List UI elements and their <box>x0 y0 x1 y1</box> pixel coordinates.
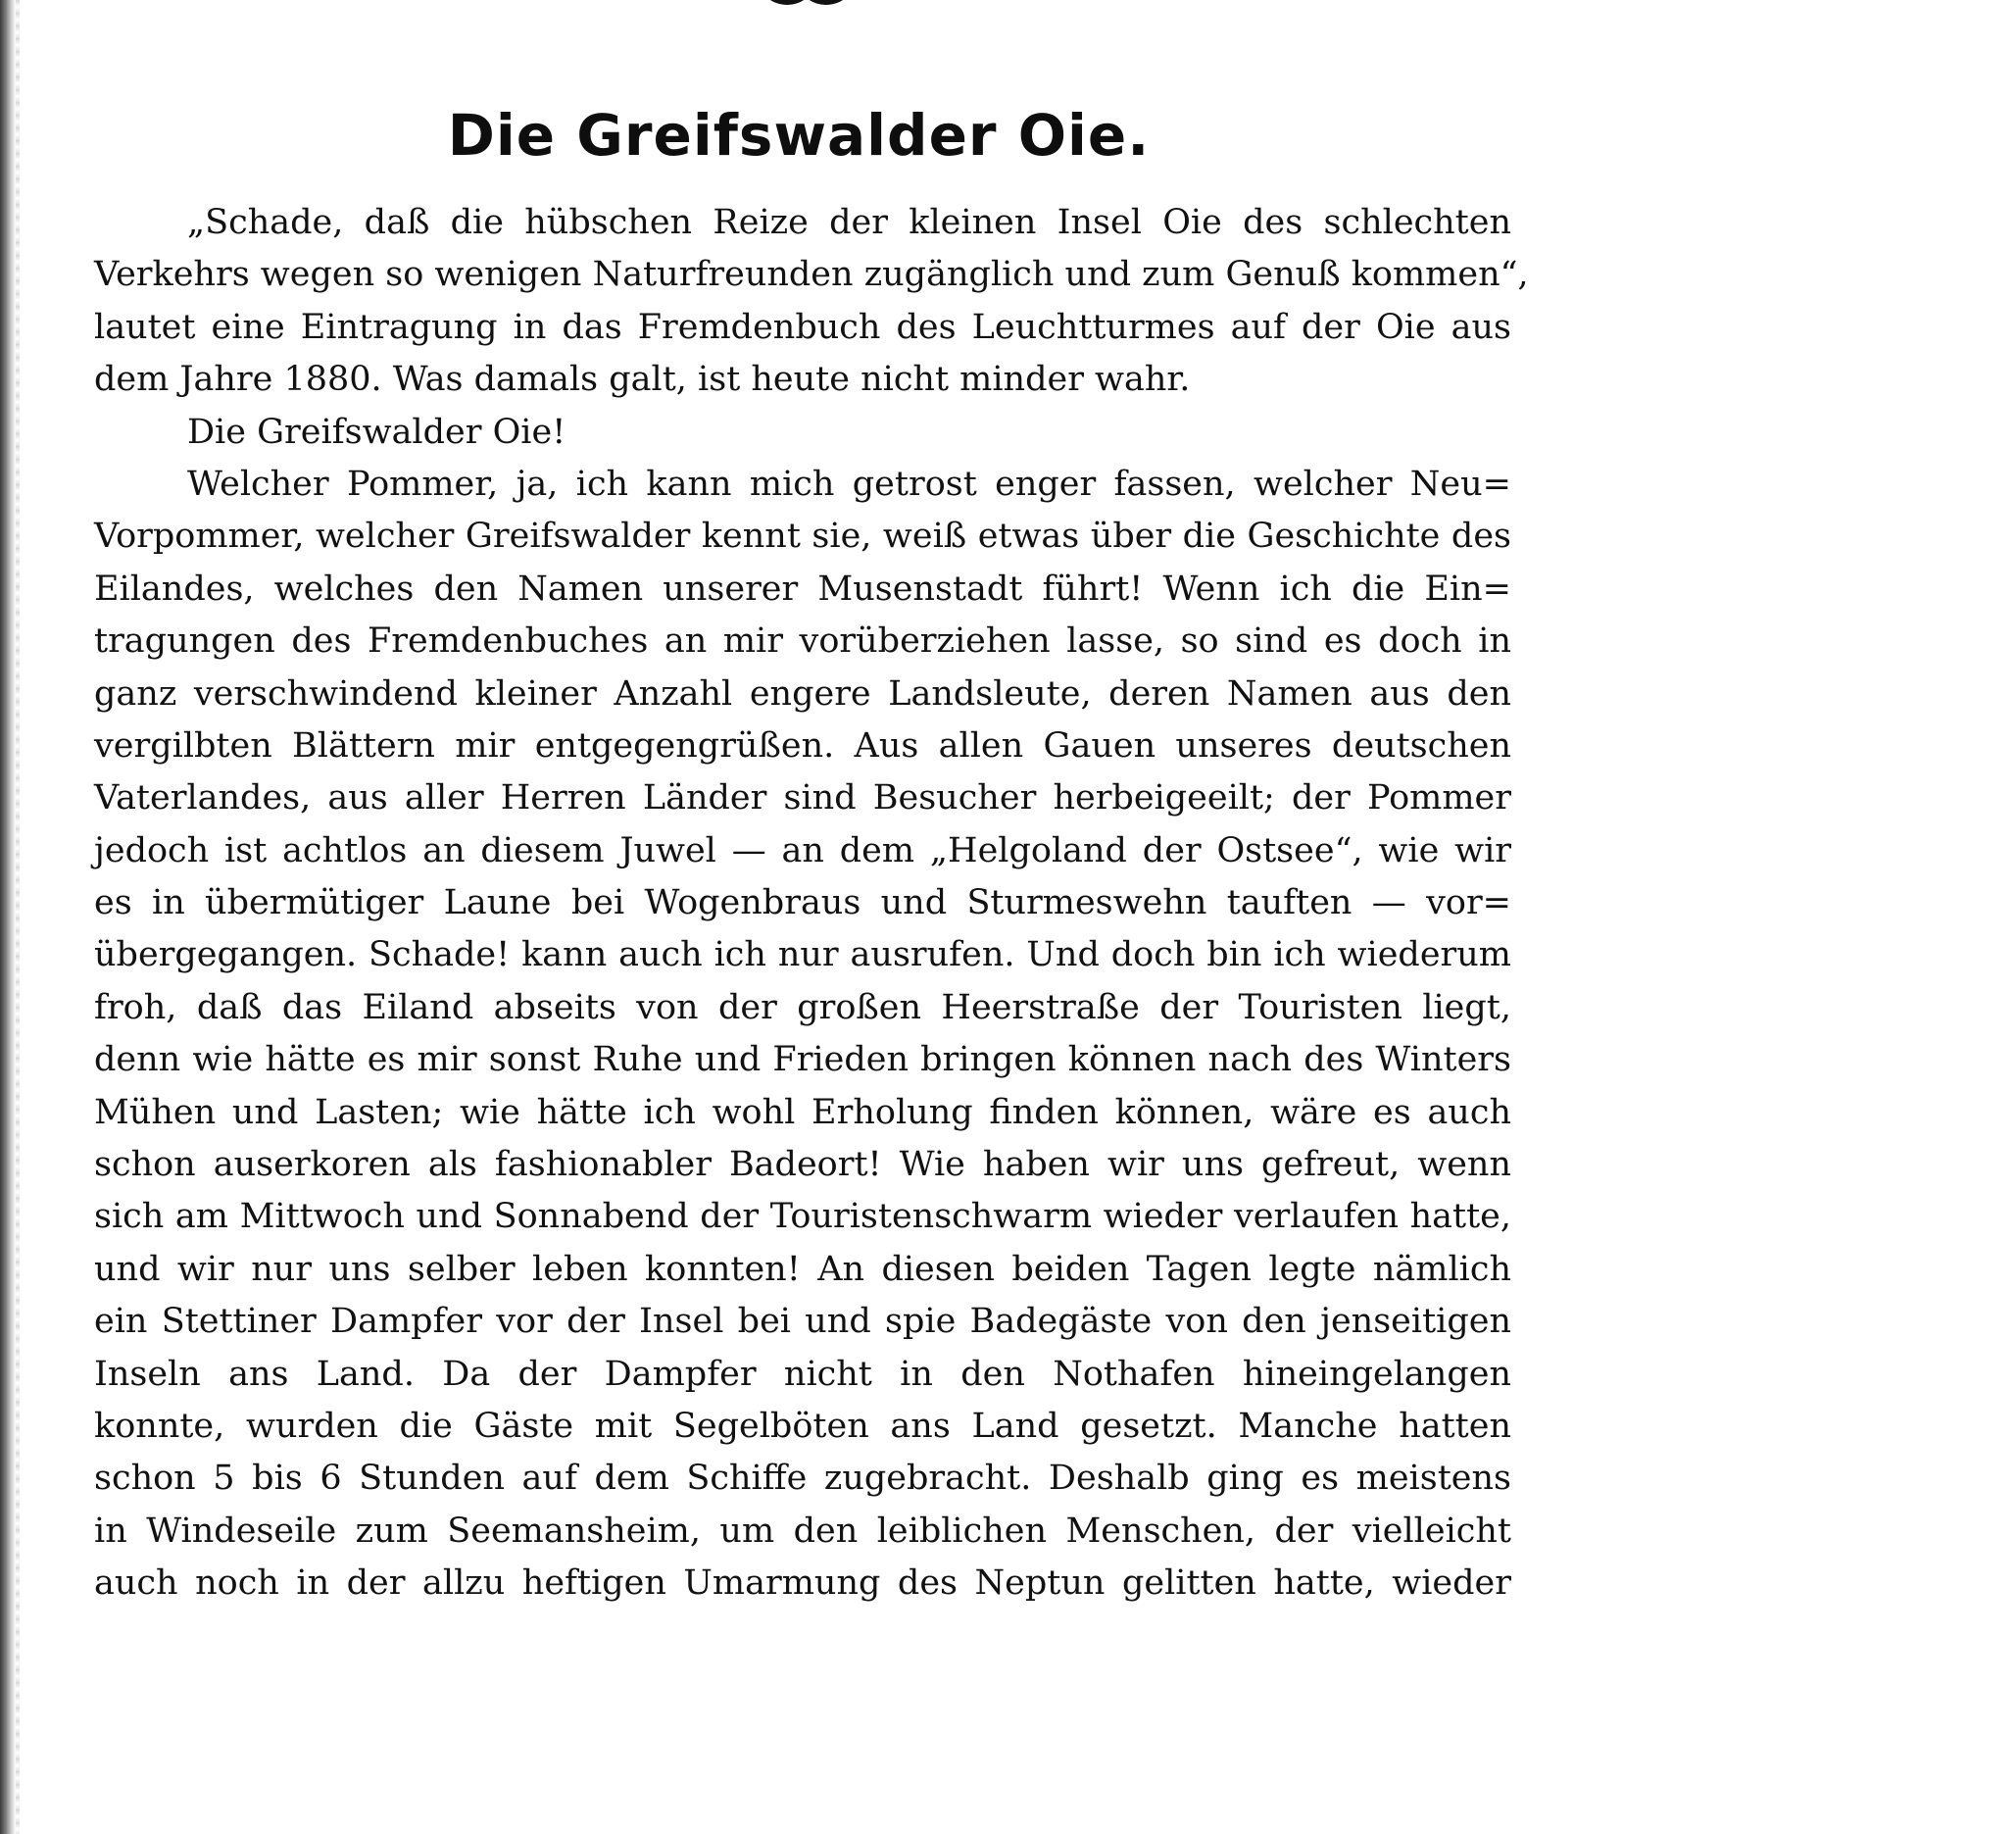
text-line: auch noch in der allzu heftigen Umarmung des Neptun gelitten hatte, wieder <box>94 1563 1511 1604</box>
text-line: Mühen und Lasten; wie hätte ich wohl Erholung finden können, wäre es auch <box>94 1092 1511 1132</box>
text-line: Die Greifswalder Oie! <box>187 412 566 452</box>
body-text <box>94 197 1529 1611</box>
text-line: Welcher Pommer, ja, ich kann mich getrost enger fassen, welcher Neu= <box>187 464 1511 504</box>
text-line: in Windeseile zum Seemansheim, um den leiblichen Menschen, der vielleicht <box>94 1511 1511 1551</box>
text-line: ganz verschwindend kleiner Anzahl engere Landsleute, deren Namen aus den <box>94 673 1511 714</box>
text-line: jedoch ist achtlos an diesem Juwel — an dem „Helgoland der Ostsee“, wie wir <box>94 830 1511 870</box>
text-line: übergegangen. Schade! kann auch ich nur ausrufen. Und doch bin ich wiederum <box>94 935 1511 975</box>
text-line: sich am Mittwoch und Sonnabend der Touristenschwarm wieder verlaufen hatte, <box>94 1197 1511 1237</box>
text-line: Inseln ans Land. Da der Dampfer nicht in den Nothafen hineingelangen <box>94 1354 1511 1394</box>
text-line: schon 5 bis 6 Stunden auf dem Schiffe zugebracht. Deshalb ging es meistens <box>94 1459 1511 1499</box>
text-line: Vorpommer, welcher Greifswalder kennt sie, weiß etwas über die Geschichte des <box>94 517 1511 557</box>
text-line: tragungen des Fremdenbuches an mir vorüberziehen lasse, so sind es doch in <box>94 621 1511 662</box>
text-line: ein Stettiner Dampfer vor der Insel bei und spie Badegäste von den jenseitigen <box>94 1302 1511 1342</box>
text-line: denn wie hätte es mir sonst Ruhe und Frieden bringen können nach des Winters <box>94 1040 1511 1080</box>
text-line: lautet eine Eintragung in das Fremdenbuch des Leuchtturmes auf der Oie aus <box>94 307 1511 347</box>
text-line: froh, daß das Eiland abseits von der großen Heerstraße der Touristen liegt, <box>94 987 1511 1027</box>
text-line: schon auserkoren als fashionabler Badeort! Wie haben wir uns gefreut, wenn <box>94 1145 1511 1185</box>
ornament-icon <box>753 0 860 10</box>
text-line: konnte, wurden die Gäste mit Segelböten ans Land gesetzt. Manche hatten <box>94 1406 1511 1446</box>
text-line: Vaterlandes, aus aller Herren Länder sind Besucher herbeigeeilt; der Pommer <box>94 778 1511 818</box>
text-line: dem Jahre 1880. Was damals galt, ist heute nicht minder wahr. <box>94 360 1191 400</box>
text-line: Eilandes, welches den Namen unserer Musenstadt führt! Wenn ich die Ein= <box>94 569 1511 609</box>
scan-edge-texture <box>16 0 20 1834</box>
text-line: und wir nur uns selber leben konnten! An diesen beiden Tagen legte nämlich <box>94 1249 1511 1289</box>
text-line: es in übermütiger Laune bei Wogenbraus und Sturmeswehn tauften — vor= <box>94 883 1511 923</box>
text-line: Verkehrs wegen so wenigen Naturfreunden zugänglich und zum Genuß kommen“, <box>94 255 1529 295</box>
page-title: Die Greifswalder Oie. <box>447 102 1151 169</box>
text-line: „Schade, daß die hübschen Reize der kleinen Insel Oie des schlechten <box>187 203 1511 242</box>
text-line: vergilbten Blättern mir entgegengrüßen. Aus allen Gauen unseres deutschen <box>94 725 1511 766</box>
scan-edge-shadow <box>0 0 16 1834</box>
